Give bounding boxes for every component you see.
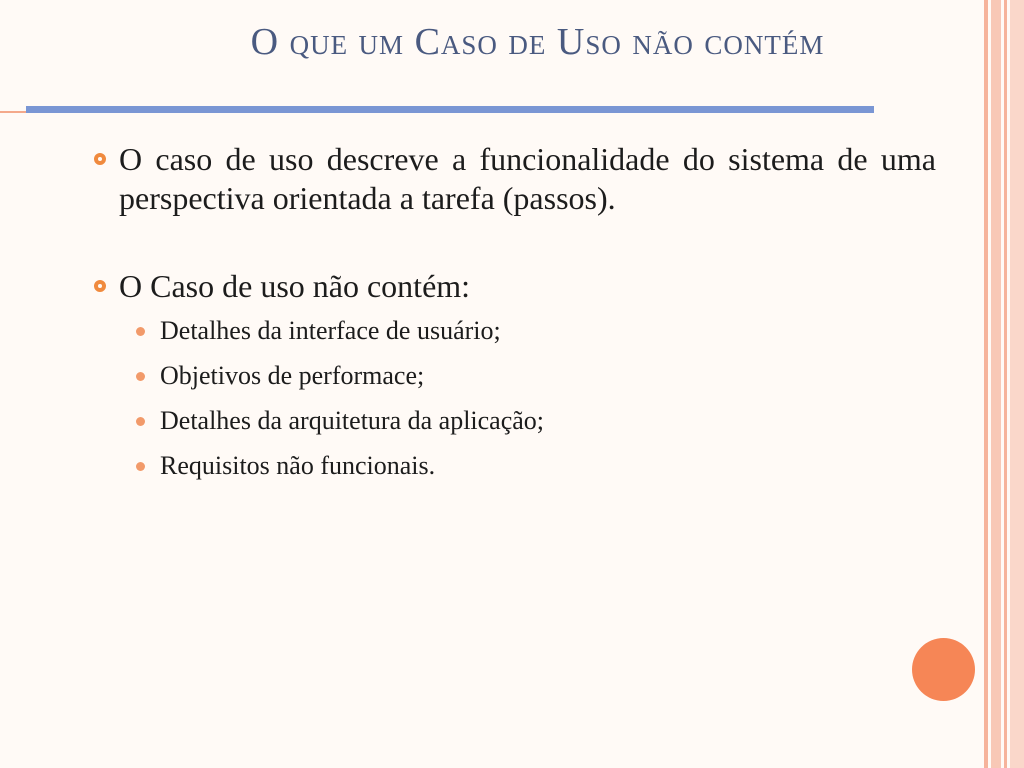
sub-bullet-text: Requisitos não funcionais. bbox=[160, 451, 436, 481]
dot-bullet-icon bbox=[136, 462, 145, 471]
bullet-item bbox=[90, 267, 936, 306]
bullet-text: O Caso de uso não contém: bbox=[119, 267, 471, 304]
dot-bullet-icon bbox=[136, 417, 145, 426]
title-underline-bar bbox=[26, 106, 874, 113]
decorative-stripe bbox=[1004, 0, 1007, 768]
slide-content bbox=[90, 140, 936, 488]
orange-ring-bullet-icon bbox=[94, 153, 106, 165]
dot-bullet-icon bbox=[136, 372, 145, 381]
sub-bullet-item bbox=[136, 443, 936, 488]
sub-bullet-list bbox=[136, 308, 936, 488]
dot-bullet-icon bbox=[136, 327, 145, 336]
decorative-stripe bbox=[984, 0, 988, 768]
bullet-item bbox=[90, 140, 936, 219]
left-divider-line bbox=[0, 111, 26, 113]
orange-ring-bullet-icon bbox=[94, 280, 106, 292]
sub-bullet-item bbox=[136, 308, 936, 353]
decorative-circle bbox=[912, 638, 975, 701]
slide-title: O que um Caso de Uso não contém bbox=[250, 21, 825, 63]
decorative-stripe bbox=[1010, 0, 1024, 768]
sub-bullet-text: Detalhes da arquitetura da aplicação; bbox=[160, 406, 545, 436]
bullet-text: O caso de uso descreve a funcionalidade do sistema de uma perspectiva orientada a tarefa (passos). bbox=[119, 141, 936, 217]
decorative-stripe bbox=[991, 0, 1001, 768]
sub-bullet-text: Detalhes da interface de usuário; bbox=[160, 316, 501, 346]
sub-bullet-item bbox=[136, 398, 936, 443]
sub-bullet-item bbox=[136, 353, 936, 398]
sub-bullet-text: Objetivos de performace; bbox=[160, 361, 425, 391]
